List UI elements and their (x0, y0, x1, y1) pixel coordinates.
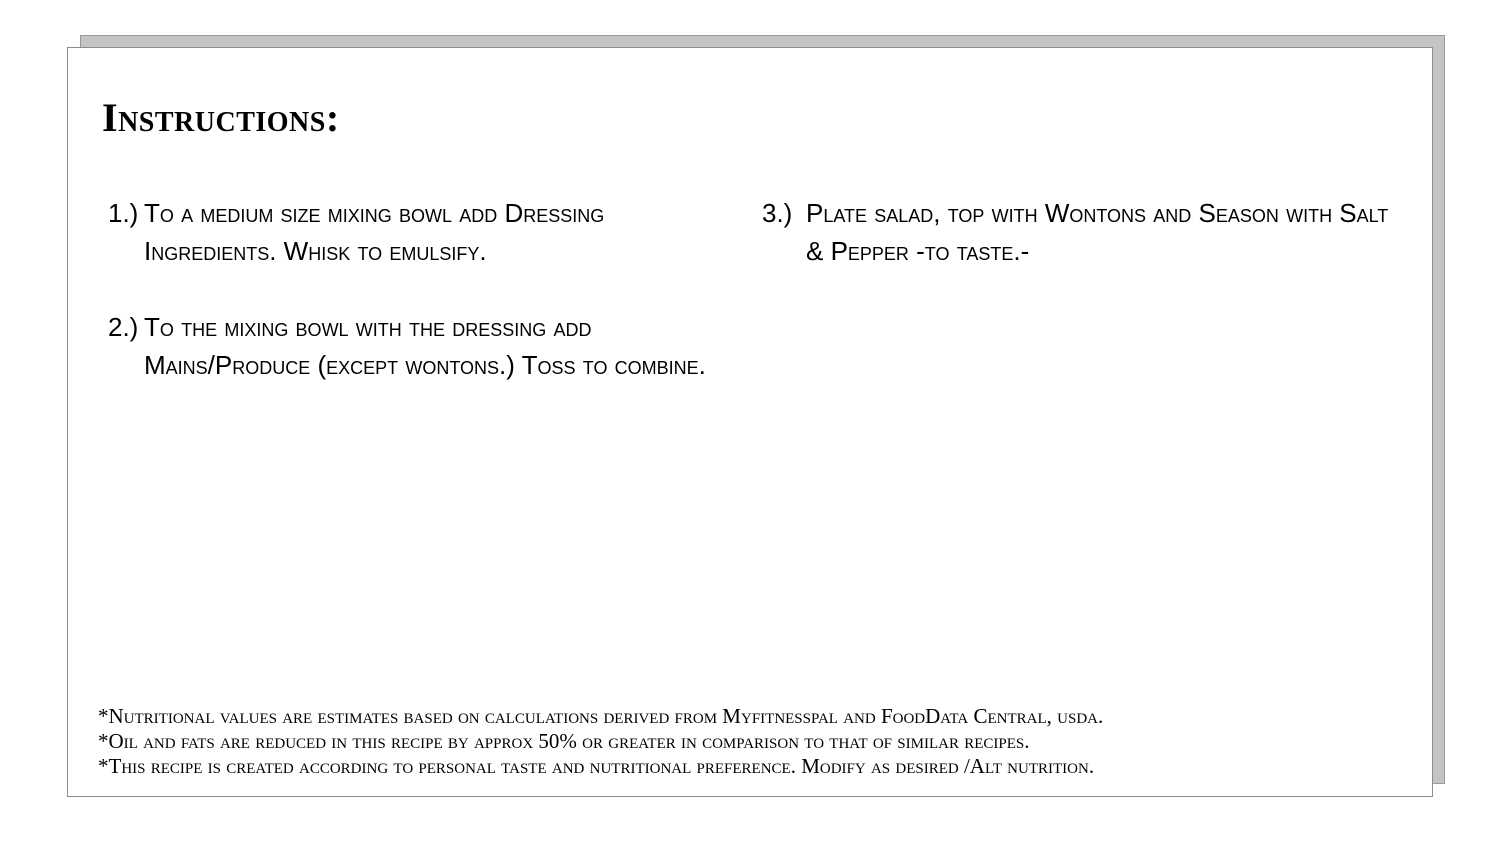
page-title: Instructions: (102, 95, 340, 140)
footnote: *Nutritional values are estimates based on calculations derived from Myfitnesspal and FoodData Central, usda. (98, 704, 1104, 728)
footnote: *Oil and fats are reduced in this recipe by approx 50% or greater in comparison to that of similar recipes. (98, 729, 1030, 753)
footnote: *This recipe is created according to personal taste and nutritional preference. Modify as desired /Alt nutrition. (98, 754, 1095, 778)
footnotes (98, 704, 1418, 779)
step-1 (108, 194, 728, 270)
step-text: Plate salad, top with Wontons and Season with Salt & Pepper -to taste.- (806, 198, 1389, 266)
step-2 (108, 308, 728, 384)
step-number: 1.) (108, 198, 139, 228)
instructions-card (67, 47, 1433, 797)
steps-list-left (108, 194, 728, 422)
steps-list-right (762, 194, 1402, 308)
step-number: 3.) (762, 198, 793, 228)
step-text: To the mixing bowl with the dressing add Mains/Produce (except wontons.) Toss to combine. (144, 312, 706, 380)
step-text: To a medium size mixing bowl add Dressing Ingredients. Whisk to emulsify. (144, 198, 605, 266)
step-3 (762, 194, 1402, 270)
step-number: 2.) (108, 312, 139, 342)
